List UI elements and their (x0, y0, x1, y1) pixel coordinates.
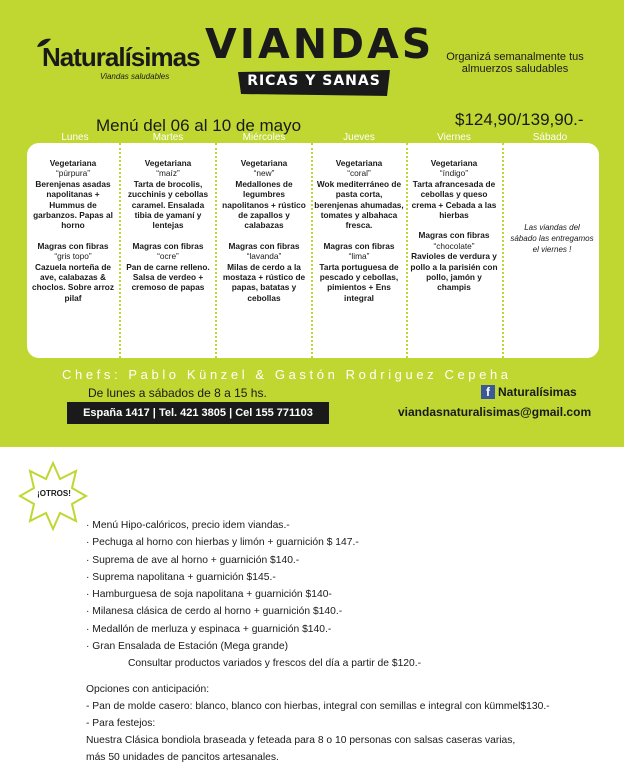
list-item: · Suprema de ave al horno + guarnición $140.- (86, 554, 300, 566)
options-section (86, 684, 550, 769)
menu-column-wednesday (219, 158, 309, 303)
fiber-heading: Magras con fibras (228, 240, 300, 251)
fiber-tag: “gris topo” (54, 251, 92, 262)
fiber-heading: Magras con fibras (323, 240, 395, 251)
menu-column-friday (409, 158, 499, 293)
fiber-tag: “ocre” (157, 251, 179, 262)
column-divider (119, 143, 121, 358)
list-item: · Menú Hipo-calóricos, precio idem viandas.- (86, 520, 290, 531)
veg-tag: “maíz” (156, 168, 180, 179)
fiber-heading: Magras con fibras (418, 230, 490, 241)
list-item: · Medallón de merluza y espinaca + guarnición $140.- (86, 623, 332, 635)
fiber-description: Ravioles de verdura y pollo a la parisién con pollo, jamón y champis (410, 251, 498, 293)
veg-heading: Vegetariana (49, 158, 97, 168)
veg-heading: Vegetariana (240, 158, 288, 168)
contact-bar: España 1417 | Tel. 421 3805 | Cel 155 771103 (67, 402, 329, 424)
chefs-credit: Chefs: Pablo Künzel & Gastón Rodriguez Cepeha (62, 367, 512, 382)
day-wednesday: Miércoles (242, 132, 286, 143)
veg-tag: “new” (253, 168, 275, 179)
list-item: · Hamburguesa de soja napolitana + guarnición $140- (86, 589, 332, 601)
leaf-icon (36, 38, 52, 48)
fiber-description: Milas de cerdo a la mostaza + rústico de papas, batatas y cebollas (222, 261, 306, 303)
fiber-tag: “chocolate” (433, 240, 475, 251)
options-item: más 50 unidades de pancitos artesanales. (86, 752, 279, 763)
day-saturday: Sábado (532, 132, 568, 143)
price: $124,90/139,90.- (455, 110, 584, 129)
menu-column-thursday (314, 158, 404, 303)
column-divider (215, 143, 217, 358)
veg-heading: Vegetariana (144, 158, 192, 168)
day-monday: Lunes (61, 132, 89, 143)
veg-description: Medallones de legumbres napolitanos + rústico de zapallos y calabazas (222, 178, 306, 231)
otros-badge: ¡OTROS! (37, 489, 71, 498)
fiber-description: Pan de carne relleno. Salsa de verdeo + cremoso de papas (126, 261, 210, 293)
veg-tag: “púrpura” (55, 168, 91, 179)
page-title: VIANDAS (205, 20, 435, 68)
veg-description: Tarta de brocolis, zucchinis y cebollas caramel. Ensalada tibia de yamaní y lentejas (127, 178, 209, 231)
column-divider (406, 143, 408, 358)
brand-logo (42, 42, 200, 81)
list-item: · Gran Ensalada de Estación (Mega grande) (86, 641, 289, 653)
veg-description: Berenjenas asadas napolitanas + Hummus de garbanzos. Papas al horno (33, 178, 113, 231)
options-item: Nuestra Clásica bondiola braseada y feteada para 8 o 10 personas con salsas caseras varias, (86, 735, 516, 746)
day-thursday: Jueves (343, 132, 375, 143)
veg-tag: “coral” (347, 168, 371, 179)
fiber-description: Cazuela norteña de ave, calabazas & choclos. Sobre arroz pilaf (31, 261, 115, 303)
brand-name: Naturalísimas (42, 42, 200, 72)
fiber-tag: “lavanda” (246, 251, 282, 262)
veg-tag: “índigo” (439, 168, 469, 179)
list-item: · Suprema napolitana + guarnición $145.- (86, 571, 276, 583)
list-item: · Milanesa clásica de cerdo al horno + guarnición $140.- (86, 606, 343, 618)
page-subtitle: RICAS Y SANAS (247, 73, 381, 89)
options-heading: Opciones con anticipación: (86, 684, 210, 695)
column-divider (502, 143, 504, 358)
menu-column-tuesday (123, 158, 213, 293)
options-item: - Para festejos: (86, 718, 156, 729)
veg-heading: Vegetariana (430, 158, 478, 168)
day-friday: Viernes (437, 132, 471, 143)
fiber-heading: Magras con fibras (132, 240, 204, 251)
extras-list (86, 520, 421, 676)
menu-title: Menú del 06 al 10 de mayo (96, 116, 302, 135)
list-item: · Pechuga al horno con hierbas y limón + guarnición $ 147.- (86, 537, 359, 549)
fiber-heading: Magras con fibras (37, 240, 109, 251)
day-tuesday: Martes (152, 132, 184, 143)
fiber-description: Tarta portuguesa de pescado y cebollas, pimientos + Ens integral (319, 261, 399, 303)
veg-description: Wok mediterráneo de pasta corta, berenjenas ahumadas, tomates y albahaca fresca. (314, 178, 404, 231)
facebook-icon[interactable]: f (481, 385, 495, 399)
tagline: Organizá semanalmente tus almuerzos saludables (446, 51, 584, 75)
column-divider (311, 143, 313, 358)
menu-column-monday (28, 158, 118, 303)
fiber-tag: “lima” (348, 251, 370, 262)
opening-hours: De lunes a sábados de 8 a 15 hs. (88, 386, 267, 400)
veg-heading: Vegetariana (335, 158, 383, 168)
brand-subtitle: Viandas saludables (100, 72, 170, 81)
facebook-link[interactable]: Naturalísimas (498, 385, 577, 399)
list-item: Consultar productos variados y frescos del día a partir de $120.- (128, 658, 422, 670)
email-link[interactable]: viandasnaturalisimas@gmail.com (398, 405, 592, 419)
options-item: - Pan de molde casero: blanco, blanco con hierbas, integral con semillas e integral con kümmel$130.- (86, 701, 550, 712)
veg-description: Tarta afrancesada de cebollas y queso crema + Cebada a las hierbas (411, 178, 497, 221)
saturday-note: Las viandas del sábado las entregamos el viernes ! (510, 223, 594, 254)
